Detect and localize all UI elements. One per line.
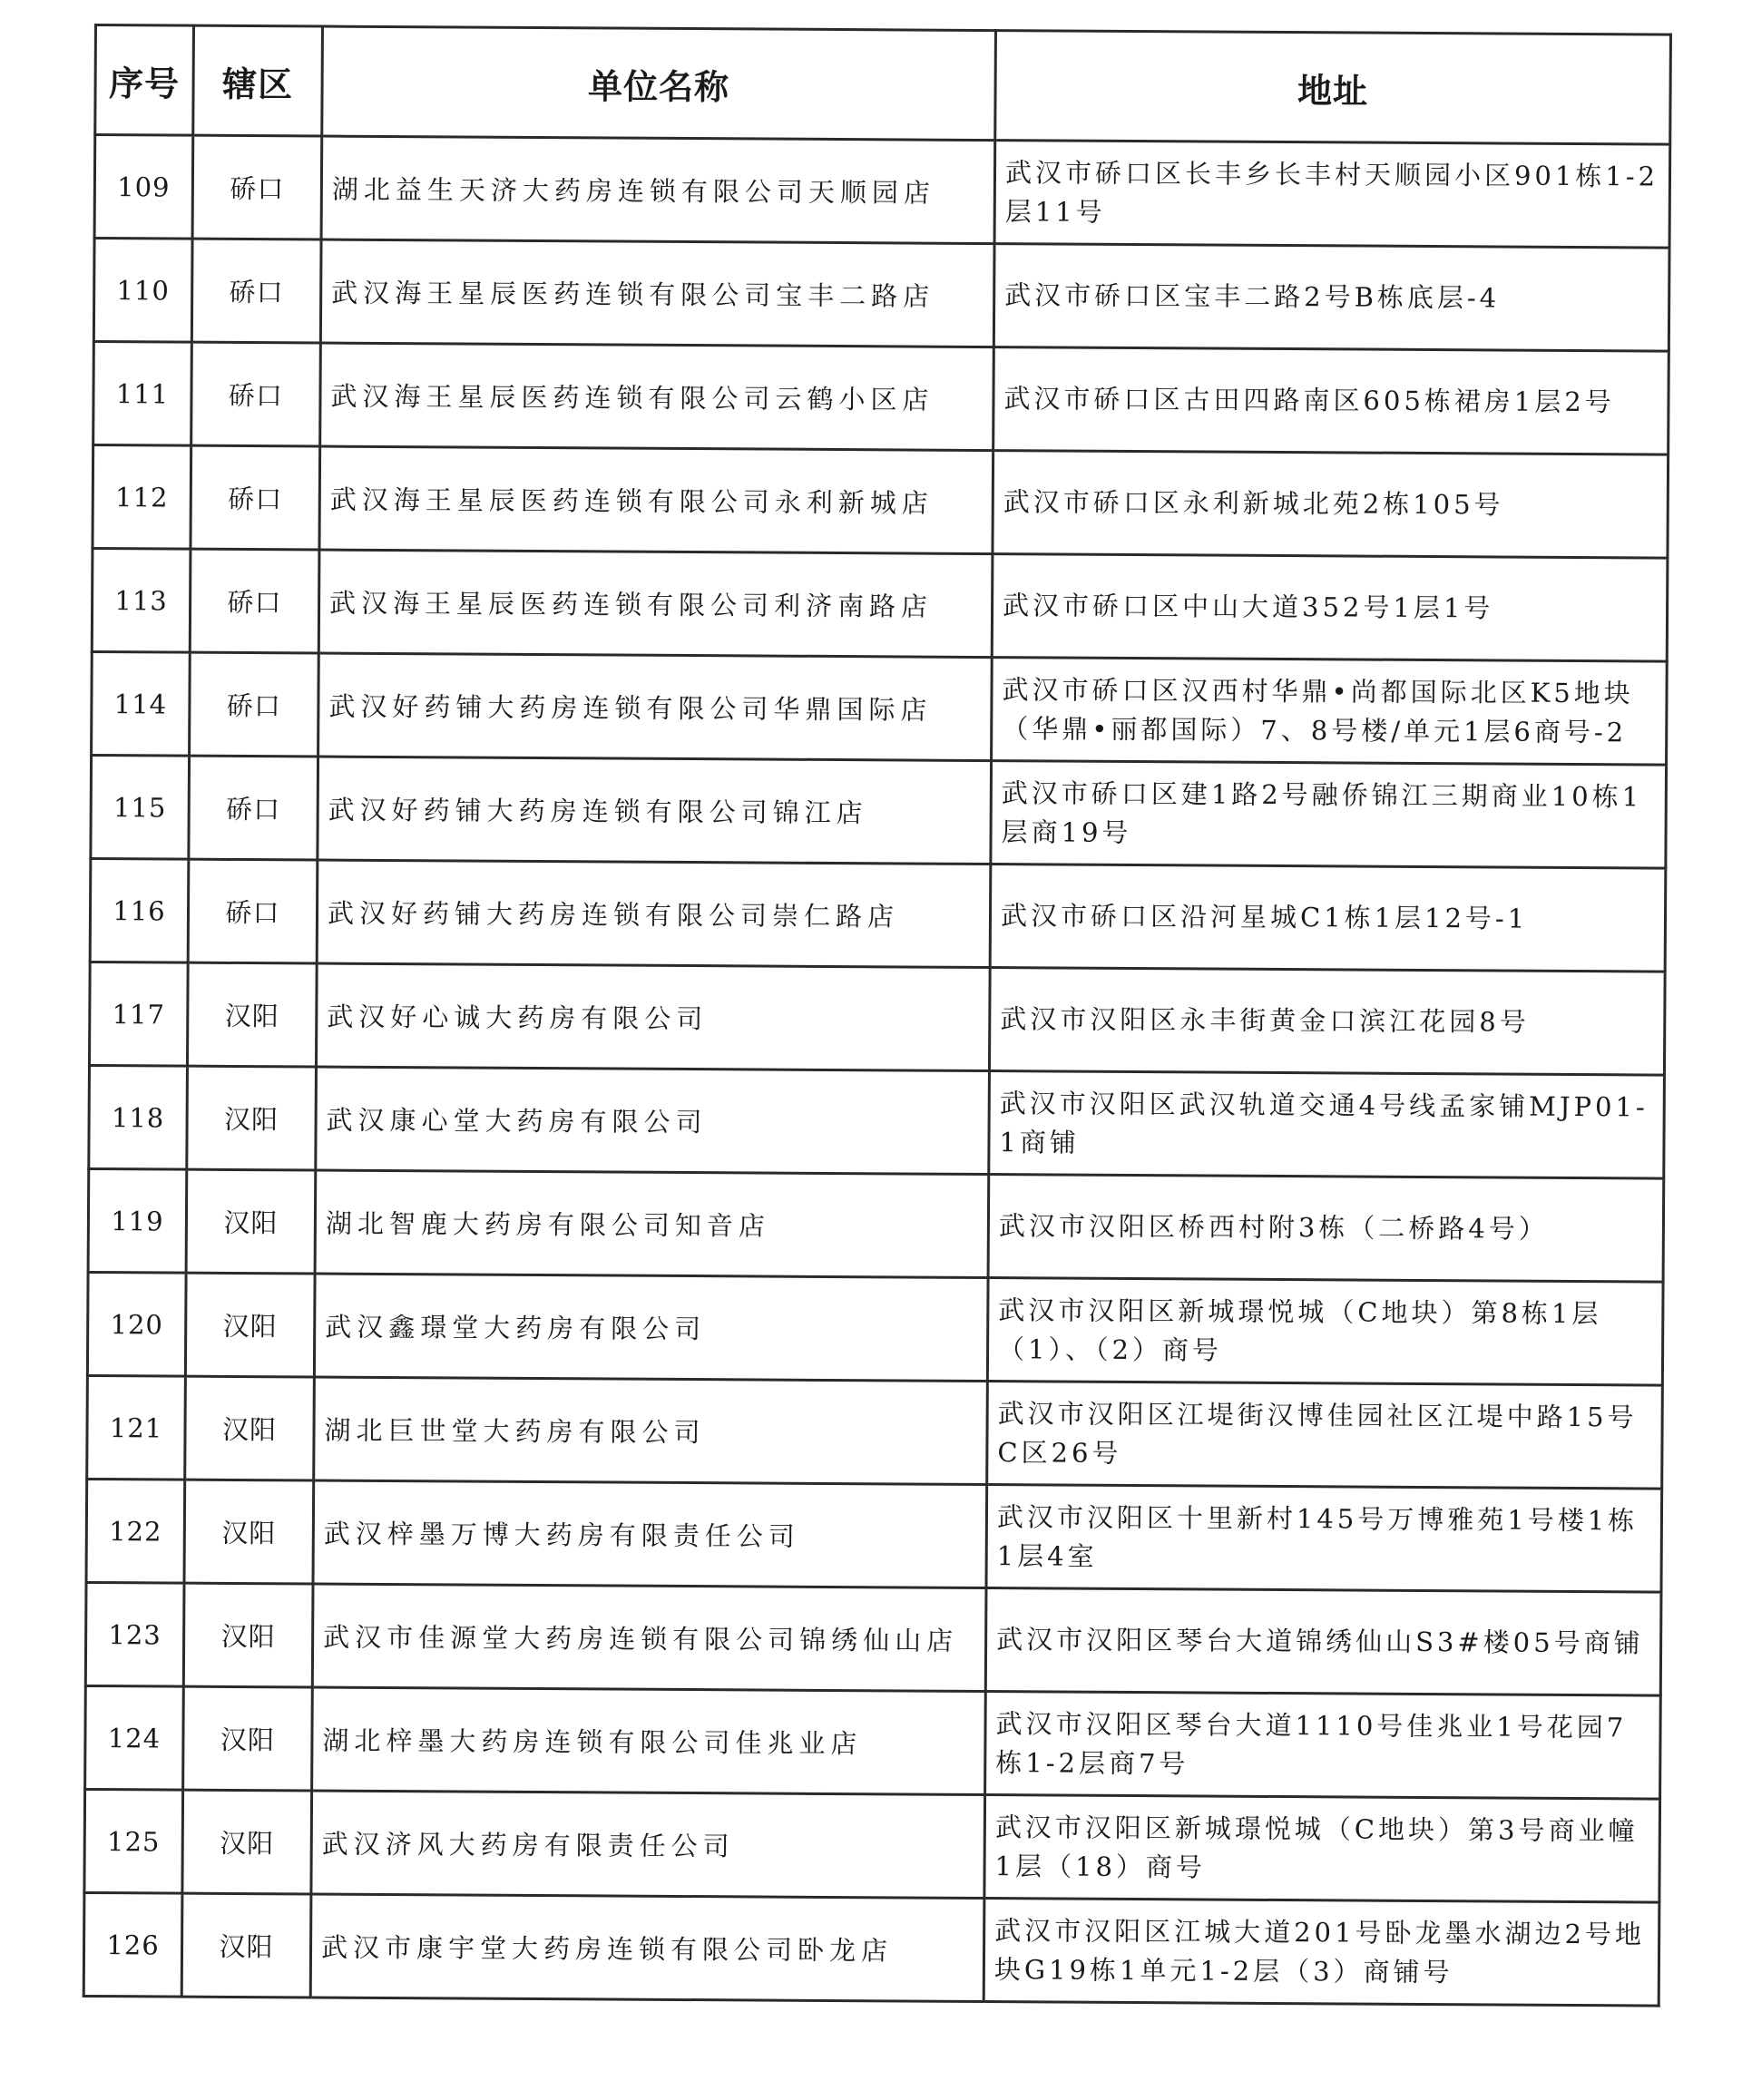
cell-district: 汉阳 (187, 1066, 317, 1170)
cell-district: 汉阳 (181, 1893, 311, 1997)
cell-unit-name: 武汉海王星辰医药连锁有限公司宝丰二路店 (320, 239, 994, 347)
cell-address: 武汉市硚口区沿河星城C1栋1层12号-1 (990, 864, 1666, 972)
table-row (91, 755, 1667, 868)
cell-address: 武汉市汉阳区新城璟悦城（C地块）第8栋1层（1）、（2）商号 (987, 1278, 1663, 1386)
cell-address: 武汉市硚口区建1路2号融侨锦江三期商业10栋1层商19号 (991, 761, 1667, 869)
cell-unit-name: 武汉海王星辰医药连锁有限公司云鹤小区店 (320, 343, 994, 451)
cell-district: 硚口 (191, 342, 321, 446)
table-row (93, 342, 1669, 455)
cell-district: 硚口 (191, 445, 320, 550)
cell-address: 武汉市硚口区永利新城北苑2栋105号 (993, 451, 1669, 559)
cell-address: 武汉市硚口区汉西村华鼎•尚都国际北区K5地块（华鼎•丽都国际）7、8号楼/单元1层6商号-2 (992, 658, 1668, 766)
pharmacy-list-sheet (94, 24, 1669, 1997)
cell-unit-name: 武汉梓墨万博大药房有限责任公司 (313, 1480, 987, 1588)
cell-district: 汉阳 (185, 1376, 315, 1480)
table-row (87, 1375, 1663, 1489)
table-row (88, 1168, 1664, 1282)
cell-district: 汉阳 (187, 962, 317, 1067)
header-district: 辖区 (193, 25, 323, 136)
table-row (85, 1685, 1661, 1799)
cell-district: 硚口 (188, 859, 318, 963)
cell-serial-number: 112 (93, 445, 191, 550)
cell-address: 武汉市硚口区长丰乡长丰村天顺园小区901栋1-2层11号 (994, 141, 1670, 249)
cell-unit-name: 武汉海王星辰医药连锁有限公司永利新城店 (319, 446, 993, 554)
cell-address: 武汉市汉阳区江城大道201号卧龙墨水湖边2号地块G19栋1单元1-2层（3）商铺号 (984, 1899, 1659, 2007)
cell-serial-number: 121 (87, 1375, 186, 1480)
cell-serial-number: 114 (92, 651, 191, 756)
table-row (87, 1272, 1663, 1385)
cell-district: 硚口 (191, 239, 321, 343)
cell-address: 武汉市硚口区宝丰二路2号B栋底层-4 (993, 244, 1669, 352)
cell-address: 武汉市硚口区中山大道352号1层1号 (992, 554, 1668, 662)
cell-unit-name: 湖北智鹿大药房有限公司知音店 (315, 1170, 989, 1278)
cell-district: 硚口 (192, 135, 322, 239)
cell-serial-number: 120 (87, 1272, 186, 1376)
table-row (84, 1789, 1660, 1902)
cell-unit-name: 武汉市佳源堂大药房连锁有限公司锦绣仙山店 (312, 1584, 986, 1692)
cell-address: 武汉市汉阳区武汉轨道交通4号线孟家铺MJP01-1商铺 (989, 1071, 1665, 1179)
table-row (89, 1065, 1665, 1178)
cell-district: 汉阳 (186, 1169, 316, 1274)
cell-serial-number: 116 (90, 858, 189, 962)
cell-district: 汉阳 (183, 1686, 313, 1791)
cell-unit-name: 武汉市康宇堂大药房连锁有限公司卧龙店 (310, 1894, 984, 2002)
cell-unit-name: 武汉好心诚大药房有限公司 (316, 963, 990, 1071)
cell-unit-name: 湖北益生天济大药房连锁有限公司天顺园店 (321, 136, 995, 244)
cell-unit-name: 武汉济风大药房有限责任公司 (311, 1791, 985, 1899)
cell-serial-number: 111 (93, 342, 192, 446)
cell-unit-name: 武汉康心堂大药房有限公司 (316, 1067, 990, 1175)
cell-unit-name: 武汉好药铺大药房连锁有限公司锦江店 (318, 757, 992, 864)
cell-serial-number: 115 (91, 755, 190, 859)
cell-unit-name: 武汉海王星辰医药连锁有限公司利济南路店 (318, 550, 993, 658)
cell-serial-number: 123 (85, 1582, 184, 1686)
cell-district: 硚口 (190, 549, 319, 653)
cell-unit-name: 武汉好药铺大药房连锁有限公司华鼎国际店 (318, 653, 993, 761)
cell-address: 武汉市汉阳区永丰街黄金口滨江花园8号 (989, 968, 1665, 1076)
cell-serial-number: 117 (89, 962, 188, 1066)
cell-unit-name: 湖北梓墨大药房连锁有限公司佳兆业店 (312, 1687, 986, 1795)
cell-serial-number: 119 (88, 1168, 187, 1273)
cell-serial-number: 109 (94, 135, 193, 239)
cell-district: 汉阳 (183, 1583, 313, 1687)
table-row (93, 239, 1669, 352)
cell-address: 武汉市汉阳区桥西村附3栋（二桥路4号） (988, 1175, 1664, 1283)
table-row (90, 858, 1666, 972)
table-row (86, 1479, 1662, 1592)
cell-serial-number: 126 (83, 1892, 182, 1997)
cell-unit-name: 武汉鑫璟堂大药房有限公司 (314, 1274, 988, 1382)
table-row (85, 1582, 1661, 1695)
table-row (89, 962, 1665, 1075)
table-row (93, 445, 1669, 559)
cell-address: 武汉市汉阳区十里新村145号万博雅苑1号楼1栋1层4室 (986, 1485, 1662, 1593)
header-serial-number: 序号 (95, 25, 194, 136)
cell-district: 汉阳 (185, 1273, 315, 1377)
pharmacy-table (83, 24, 1672, 2007)
cell-district: 汉阳 (182, 1790, 312, 1894)
cell-district: 硚口 (189, 756, 318, 860)
cell-serial-number: 113 (92, 548, 191, 652)
table-row (94, 135, 1670, 249)
cell-district: 汉阳 (184, 1480, 314, 1584)
table-row (92, 548, 1668, 661)
cell-serial-number: 122 (86, 1479, 185, 1583)
header-unit-name: 单位名称 (322, 26, 996, 141)
cell-address: 武汉市汉阳区琴台大道1110号佳兆业1号花园7栋1-2层商7号 (985, 1692, 1661, 1800)
cell-serial-number: 118 (89, 1065, 188, 1169)
cell-address: 武汉市硚口区古田四路南区605栋裙房1层2号 (993, 347, 1669, 455)
cell-unit-name: 湖北巨世堂大药房有限公司 (314, 1377, 988, 1485)
cell-serial-number: 124 (85, 1685, 184, 1790)
header-address: 地址 (995, 31, 1671, 145)
table-row (83, 1892, 1659, 2006)
cell-address: 武汉市汉阳区新城璟悦城（C地块）第3号商业幢1层（18）商号 (984, 1795, 1660, 1903)
table-header-row (95, 25, 1671, 145)
cell-serial-number: 125 (84, 1789, 183, 1893)
cell-unit-name: 武汉好药铺大药房连锁有限公司崇仁路店 (317, 860, 991, 968)
cell-address: 武汉市汉阳区江堤街汉博佳园社区江堤中路15号C区26号 (987, 1382, 1663, 1490)
cell-address: 武汉市汉阳区琴台大道锦绣仙山S3#楼05号商铺 (985, 1588, 1661, 1696)
cell-serial-number: 110 (93, 239, 192, 343)
cell-district: 硚口 (190, 652, 319, 757)
table-row (92, 651, 1668, 765)
